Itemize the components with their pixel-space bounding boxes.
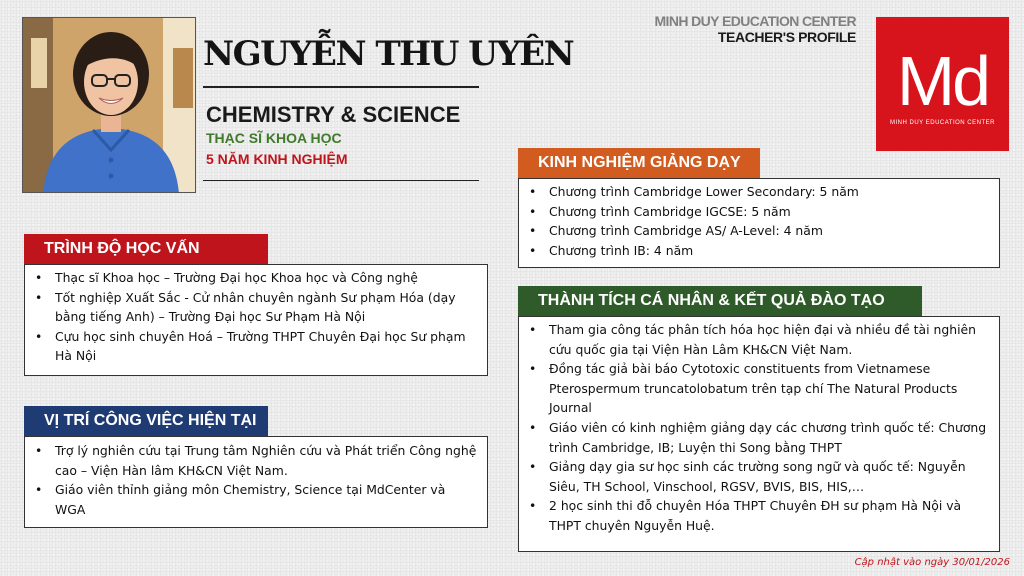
center-logo	[876, 17, 1009, 151]
logo-text: MINH DUY EDUCATION CENTER	[890, 120, 995, 126]
education-item: • Tốt nghiệp Xuất Sắc - Cử nhân chuyên ngành Sư phạm Hóa (dạy bằng tiếng Anh) – Trường Đại học Sư Phạm Hà Nội	[27, 288, 477, 327]
education-box	[24, 264, 488, 376]
teacher-photo	[22, 17, 196, 193]
logo-mark: Md	[896, 42, 989, 120]
current-position-header: VỊ TRÍ CÔNG VIỆC HIỆN TẠI	[24, 406, 268, 436]
teacher-experience-years: 5 NĂM KINH NGHIỆM	[206, 151, 348, 167]
profile-label: TEACHER'S PROFILE	[717, 29, 856, 45]
education-header: TRÌNH ĐỘ HỌC VẤN	[24, 234, 268, 264]
teaching-experience-item: • Chương trình IB: 4 năm	[521, 241, 989, 261]
current-position-item: • Trợ lý nghiên cứu tại Trung tâm Nghiên cứu và Phát triển Công nghệ cao – Viện Hàn lâm KH&CN Việt Nam.	[27, 441, 477, 480]
center-name: MINH DUY EDUCATION CENTER	[654, 13, 856, 29]
achievements-box	[518, 316, 1000, 552]
achievement-item: • Giảng dạy gia sư học sinh các trường song ngữ và quốc tế: Nguyễn Siêu, TH School, Vinschool, RGSV, BVIS, BIS, HIS,…	[521, 457, 989, 496]
teaching-experience-box	[518, 178, 1000, 268]
achievement-item: • 2 học sinh thi đỗ chuyên Hóa THPT Chuyên ĐH sư phạm Hà Nội và THPT chuyên Nguyễn Huệ.	[521, 496, 989, 535]
current-position-item: • Giáo viên thỉnh giảng môn Chemistry, Science tại MdCenter và WGA	[27, 480, 477, 519]
achievements-list	[521, 320, 989, 536]
name-divider	[203, 86, 479, 88]
achievement-item: • Giáo viên có kinh nghiệm giảng dạy các chương trình quốc tế: Chương trình Cambridge, IB; Luyện thi Song bằng THPT	[521, 418, 989, 457]
teacher-subject: CHEMISTRY & SCIENCE	[206, 102, 461, 127]
achievement-item: • Tham gia công tác phân tích hóa học hiện đại và nhiều đề tài nghiên cứu quốc gia tại Viện Hàn Lâm KH&CN Việt Nam.	[521, 320, 989, 359]
education-item: • Thạc sĩ Khoa học – Trường Đại học Khoa học và Công nghệ	[27, 268, 477, 288]
current-position-list	[27, 441, 477, 519]
teaching-experience-item: • Chương trình Cambridge AS/ A-Level: 4 năm	[521, 221, 989, 241]
teaching-experience-header: KINH NGHIỆM GIẢNG DẠY	[518, 148, 760, 178]
achievements-header: THÀNH TÍCH CÁ NHÂN & KẾT QUẢ ĐÀO TẠO	[518, 286, 922, 316]
current-position-box	[24, 436, 488, 528]
teaching-experience-list	[521, 182, 989, 260]
teaching-experience-item: • Chương trình Cambridge IGCSE: 5 năm	[521, 202, 989, 222]
teacher-name: NGUYỄN THU UYÊN	[203, 34, 574, 74]
subject-divider	[203, 180, 479, 181]
teacher-degree: THẠC SĨ KHOA HỌC	[206, 130, 342, 146]
education-list	[27, 268, 477, 366]
teaching-experience-item: • Chương trình Cambridge Lower Secondary: 5 năm	[521, 182, 989, 202]
achievement-item: • Đồng tác giả bài báo Cytotoxic constituents from Vietnamese Pterospermum truncatolobatum trên tạp chí The Natural Products Journal	[521, 359, 989, 418]
teacher-portrait-image	[23, 18, 196, 193]
updated-date: Cập nhật vào ngày 30/01/2026	[854, 557, 1010, 568]
education-item: • Cựu học sinh chuyên Hoá – Trường THPT Chuyên Đại học Sư phạm Hà Nội	[27, 327, 477, 366]
